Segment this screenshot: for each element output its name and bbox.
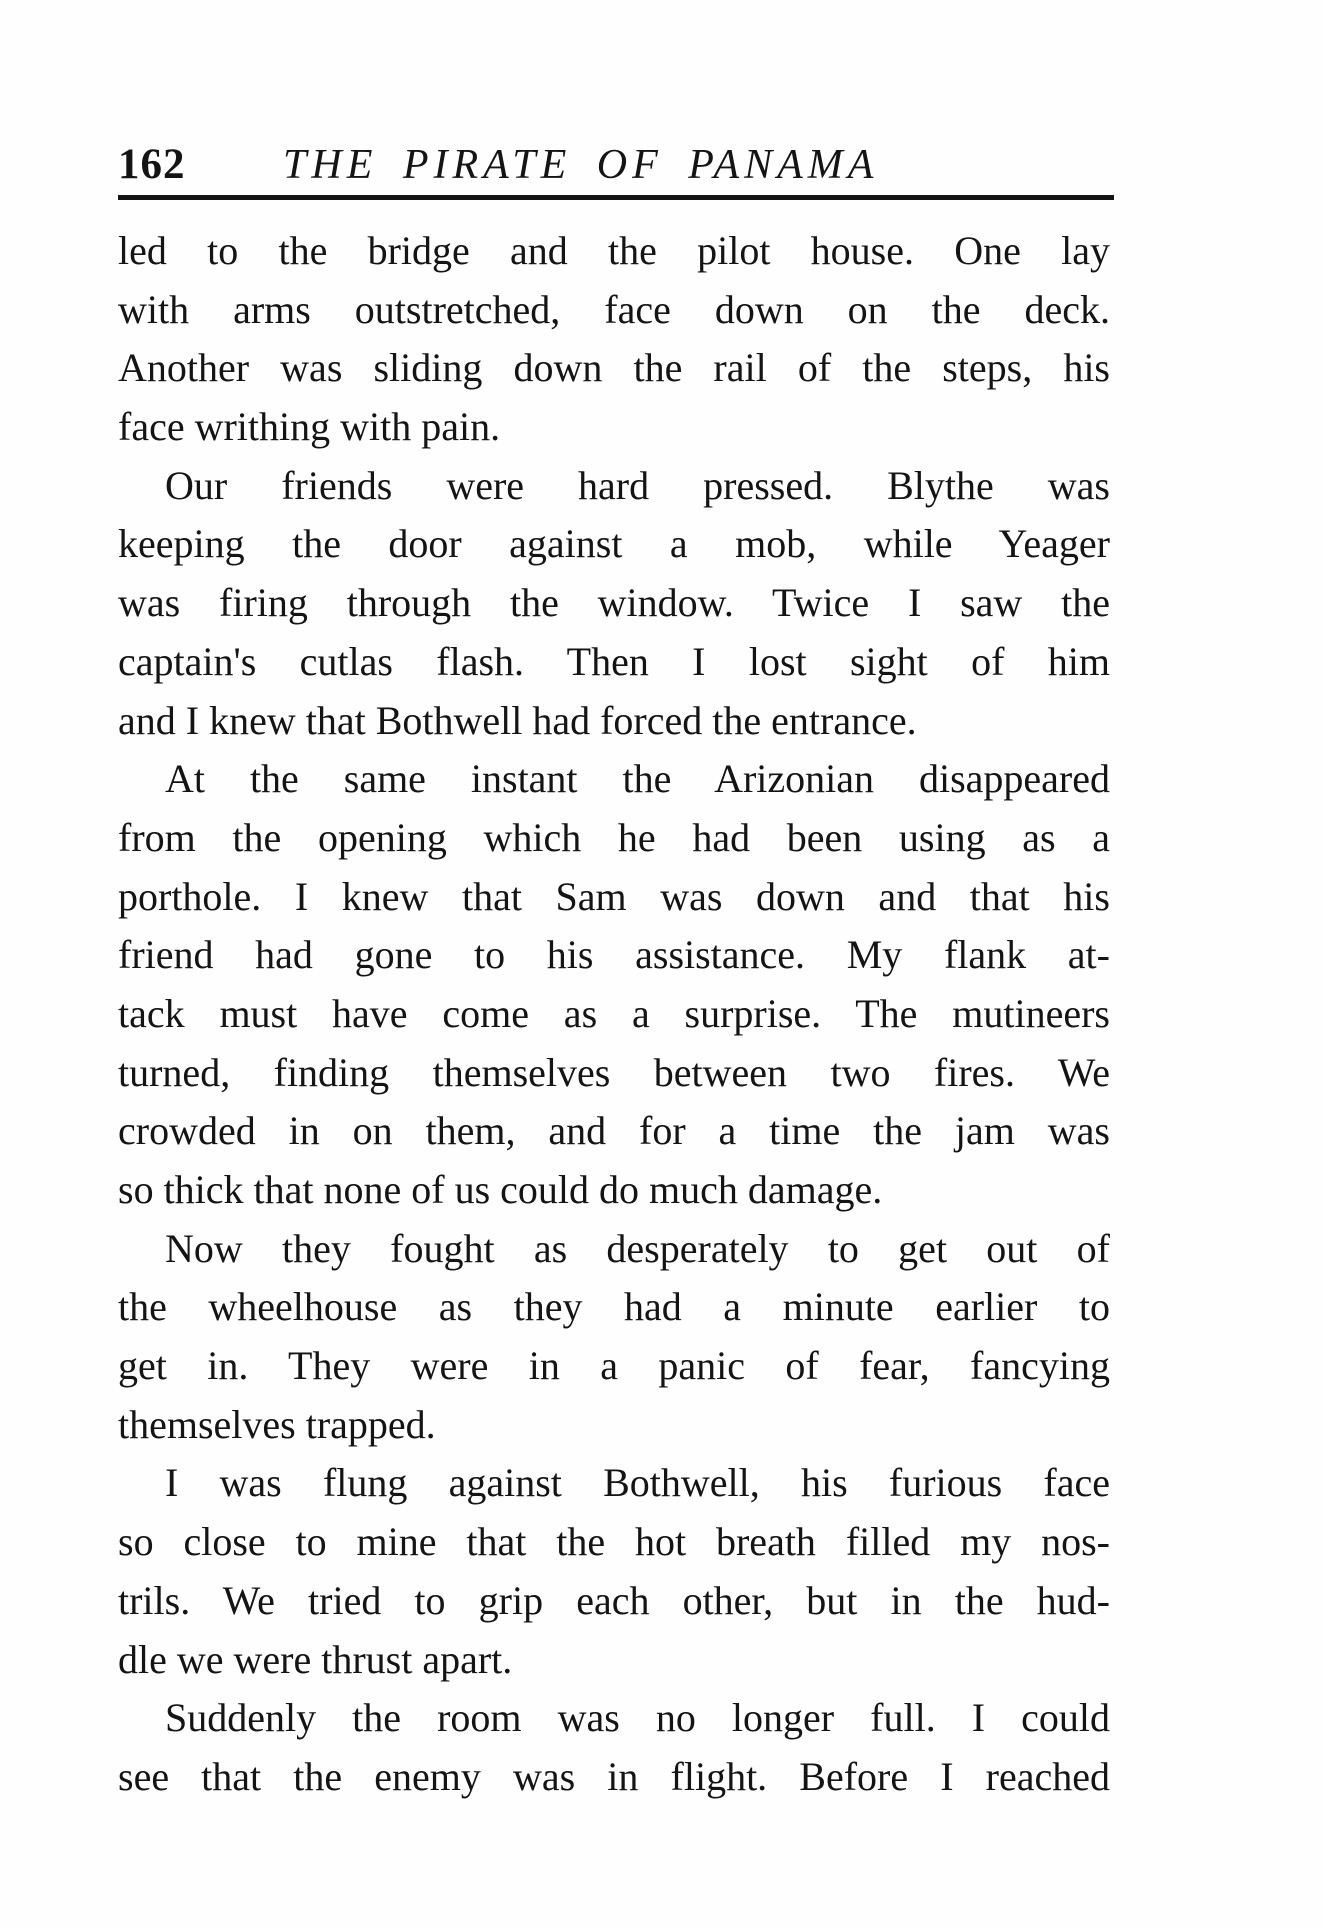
text-line: turned, finding themselves between two fires. We xyxy=(118,1049,1110,1095)
body-text xyxy=(118,222,1110,1807)
text-line: the wheelhouse as they had a minute earlier to xyxy=(118,1284,1110,1330)
text-line: captain's cutlas flash. Then I lost sight of him xyxy=(118,638,1110,684)
text-line: I was flung against Bothwell, his furious face xyxy=(165,1460,1110,1506)
text-line: and I knew that Bothwell had forced the entrance. xyxy=(118,697,917,743)
text-line: was firing through the window. Twice I saw the xyxy=(118,580,1110,626)
text-line: face writhing with pain. xyxy=(118,404,501,450)
text-line: friend had gone to his assistance. My flank at- xyxy=(118,932,1110,978)
text-line: dle we were thrust apart. xyxy=(118,1636,513,1682)
text-line: so thick that none of us could do much damage. xyxy=(118,1167,883,1212)
text-line: porthole. I knew that Sam was down and that his xyxy=(118,873,1110,919)
text-line: trils. We tried to grip each other, but in the hud- xyxy=(118,1577,1110,1623)
text-line: with arms outstretched, face down on the deck. xyxy=(118,286,1110,332)
text-line: At the same instant the Arizonian disappeared xyxy=(165,756,1110,802)
text-line: get in. They were in a panic of fear, fancying xyxy=(118,1343,1110,1389)
text-line: from the opening which he had been using as a xyxy=(118,814,1110,860)
text-line: so close to mine that the hot breath filled my nos- xyxy=(118,1519,1110,1565)
text-line: led to the bridge and the pilot house. One lay xyxy=(118,228,1110,273)
header-rule xyxy=(118,195,1114,200)
text-line: keeping the door against a mob, while Yeager xyxy=(118,521,1110,567)
page-header xyxy=(118,132,1114,194)
text-line: Suddenly the room was no longer full. I could xyxy=(165,1695,1110,1741)
text-line: tack must have come as a surprise. The mutineers xyxy=(118,990,1110,1036)
text-line: Now they fought as desperately to get out of xyxy=(165,1225,1110,1271)
text-line: crowded in on them, and for a time the jam was xyxy=(118,1108,1110,1154)
text-line: Another was sliding down the rail of the steps, his xyxy=(118,345,1110,391)
running-title: THE PIRATE OF PANAMA xyxy=(283,142,879,188)
text-line: themselves trapped. xyxy=(118,1401,436,1447)
text-line: see that the enemy was in flight. Before I reached xyxy=(118,1753,1110,1799)
page-number: 162 xyxy=(118,141,186,188)
text-line: Our friends were hard pressed. Blythe was xyxy=(165,462,1110,508)
